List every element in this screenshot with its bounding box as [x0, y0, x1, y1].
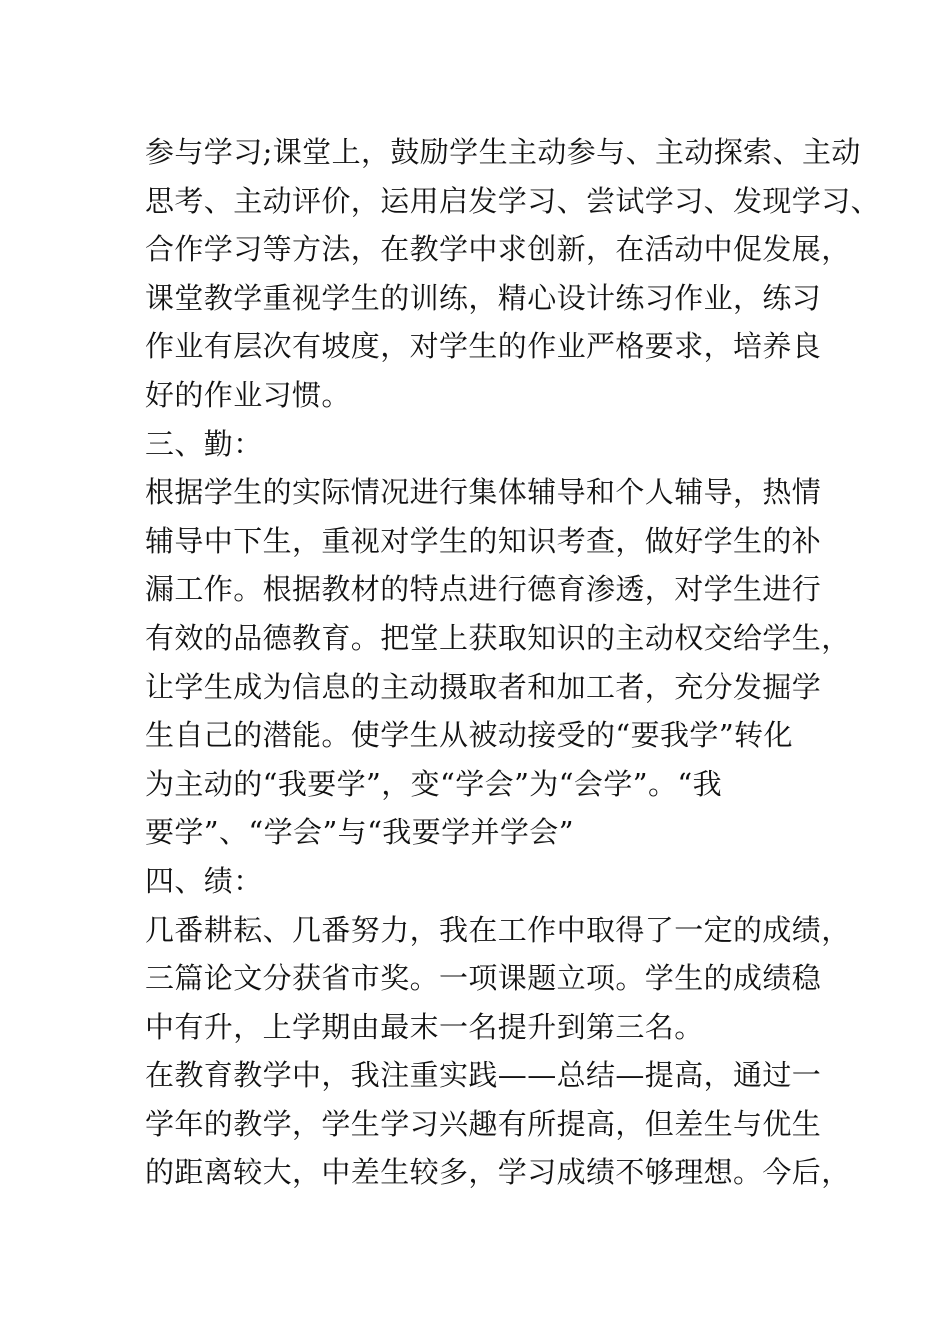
- text-line: 要学”、“学会”与“我要学并学会”: [145, 815, 574, 850]
- text-line: 辅导中下生，重视对学生的知识考查，做好学生的补: [145, 523, 822, 558]
- text-line: 几番耕耘、几番努力，我在工作中取得了一定的成绩，: [145, 912, 851, 947]
- text-line: 三篇论文分获省市奖。一项课题立项。学生的成绩稳: [145, 961, 822, 996]
- section-heading-ji: 四、绩：: [145, 863, 263, 898]
- text-line: 为主动的“我要学”，变“学会”为“会学”。“我: [145, 766, 722, 801]
- text-line: 漏工作。根据教材的特点进行德育渗透，对学生进行: [145, 572, 822, 607]
- text-line: 学年的教学，学生学习兴趣有所提高，但差生与优生: [145, 1106, 822, 1141]
- text-line: 有效的品德教育。把堂上获取知识的主动权交给学生，: [145, 620, 851, 655]
- text-line: 作业有层次有坡度，对学生的作业严格要求，培养良: [145, 329, 822, 364]
- text-line: 好的作业习惯。: [145, 377, 351, 412]
- text-line: 的距离较大，中差生较多，学习成绩不够理想。今后，: [145, 1155, 851, 1190]
- text-line: 思考、主动评价，运用启发学习、尝试学习、发现学习、: [145, 183, 881, 218]
- text-line: 在教育教学中，我注重实践——总结—提高，通过一: [145, 1058, 822, 1093]
- text-line: 合作学习等方法，在教学中求创新，在活动中促发展，: [145, 232, 851, 267]
- text-line: 生自己的潜能。使学生从被动接受的“要我学”转化: [145, 718, 793, 753]
- text-line: 课堂教学重视学生的训练，精心设计练习作业，练习: [145, 280, 822, 315]
- text-line: 中有升，上学期由最末一名提升到第三名。: [145, 1009, 704, 1044]
- text-line: 让学生成为信息的主动摄取者和加工者，充分发掘学: [145, 669, 822, 704]
- section-heading-qin: 三、勤：: [145, 426, 263, 461]
- text-line: 参与学习;课堂上，鼓励学生主动参与、主动探索、主动: [145, 135, 861, 169]
- text-line: 根据学生的实际情况进行集体辅导和个人辅导，热情: [145, 475, 822, 510]
- document-body: [145, 128, 881, 1197]
